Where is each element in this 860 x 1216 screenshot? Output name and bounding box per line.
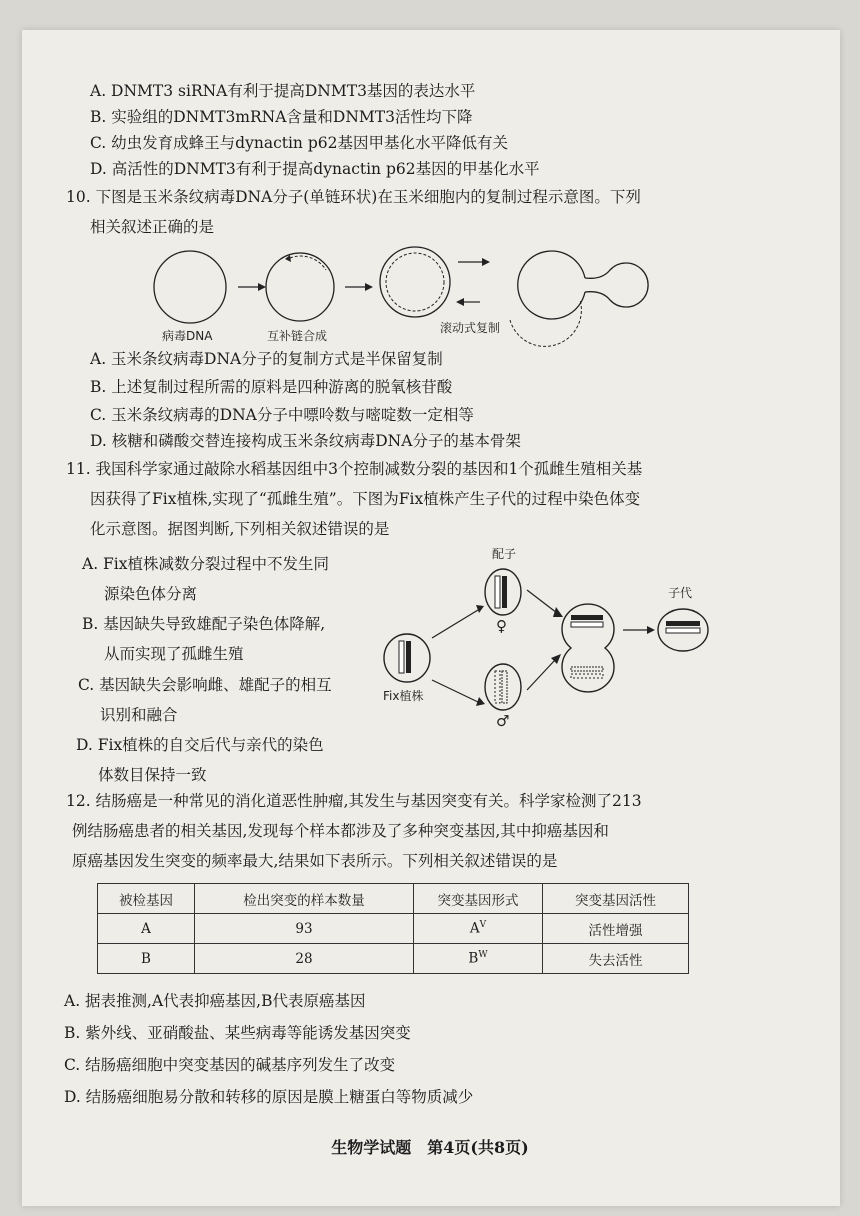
rolling-dashed-arc xyxy=(510,300,581,346)
q11-option-a-line1: A. Fix植株减数分裂过程中不发生同 xyxy=(82,555,330,573)
arrow-to-male xyxy=(432,680,478,702)
table-row xyxy=(98,944,689,974)
arrow-to-offspring-head xyxy=(647,626,655,634)
fusion-chromosome-white xyxy=(571,622,603,627)
table-row xyxy=(98,914,689,944)
cell-gene: B xyxy=(98,944,195,974)
complement-outer-circle xyxy=(266,253,334,321)
page-footer: 生物学试题 第4页(共8页) xyxy=(331,1138,529,1157)
arrow-2-head xyxy=(365,283,373,291)
cell-form-base: A xyxy=(469,920,480,937)
cell-activity: 失去活性 xyxy=(543,944,689,974)
header-form: 突变基因形式 xyxy=(414,884,543,914)
q10-option-b: B. 上述复制过程所需的原料是四种游离的脱氧核苷酸 xyxy=(90,378,453,396)
male-symbol: ♂ xyxy=(496,712,510,730)
displaced-strand-loop xyxy=(585,263,648,307)
label-fix-plant: Fix植株 xyxy=(383,689,424,703)
q11-option-d-line1: D. Fix植株的自交后代与亲代的染色 xyxy=(76,736,324,754)
rolling-circle xyxy=(518,251,585,319)
label-offspring: 子代 xyxy=(668,586,693,600)
chromosome-diagram xyxy=(375,540,720,735)
q10-option-d: D. 核糖和磷酸交替连接构成玉米条纹病毒DNA分子的基本骨架 xyxy=(90,432,521,450)
q12-option-b: B. 紫外线、亚硝酸盐、某些病毒等能诱发基因突变 xyxy=(64,1024,411,1042)
arrow-female-to-zygote xyxy=(527,590,557,613)
offspring-chromosome-black xyxy=(666,621,700,626)
q10-stem-line1: 10. 下图是玉米条纹病毒DNA分子(单链环状)在玉米细胞内的复制过程示意图。下列 xyxy=(66,188,641,206)
female-symbol: ♀ xyxy=(496,617,507,635)
arrow-female-to-zygote-head xyxy=(553,607,563,617)
q9-option-a: A. DNMT3 siRNA有利于提高DNMT3基因的表达水平 xyxy=(90,82,476,100)
q12-option-d: D. 结肠癌细胞易分散和转移的原因是膜上糖蛋白等物质减少 xyxy=(64,1088,474,1106)
cell-count: 28 xyxy=(195,944,414,974)
arrow-3-head xyxy=(482,258,490,266)
q11-option-c-line2: 识别和融合 xyxy=(100,706,178,724)
cell-form-sup: W xyxy=(478,950,488,961)
q12-option-a: A. 据表推测,A代表抑癌基因,B代表原癌基因 xyxy=(64,992,366,1010)
q11-option-c-line1: C. 基因缺失会影响雌、雄配子的相互 xyxy=(78,676,332,694)
female-chromosome-white xyxy=(495,576,500,608)
offspring-chromosome-white xyxy=(666,628,700,633)
q11-stem-line1: 11. 我国科学家通过敲除水稻基因组中3个控制减数分裂的基因和1个孤雌生殖相关基 xyxy=(66,460,643,478)
cell-count: 93 xyxy=(195,914,414,944)
q10-stem-line2: 相关叙述正确的是 xyxy=(90,218,215,236)
q11-option-a-line2: 源染色体分离 xyxy=(104,585,198,603)
fusion-degraded-2 xyxy=(571,674,603,678)
arrow-to-female-head xyxy=(476,605,484,613)
label-rolling-replication: 滚动式复制 xyxy=(440,321,501,335)
mutation-table xyxy=(97,883,689,974)
cell-form xyxy=(414,944,543,974)
q12-stem-line3: 原癌基因发生突变的频率最大,结果如下表所示。下列相关叙述错误的是 xyxy=(72,852,558,870)
duplex-dashed-circle xyxy=(386,253,444,311)
arrow-male-to-zygote xyxy=(527,660,555,690)
q11-option-d-line2: 体数目保持一致 xyxy=(98,766,207,784)
cell-gene: A xyxy=(98,914,195,944)
cell-activity: 活性增强 xyxy=(543,914,689,944)
cell-form-sup: V xyxy=(479,920,487,931)
arrow-to-female xyxy=(432,610,478,638)
label-gamete: 配子 xyxy=(492,547,517,561)
q12-stem-line1: 12. 结肠癌是一种常见的消化道恶性肿瘤,其发生与基因突变有关。科学家检测了213 xyxy=(66,792,642,810)
header-activity: 突变基因活性 xyxy=(543,884,689,914)
q12-option-c: C. 结肠癌细胞中突变基因的碱基序列发生了改变 xyxy=(64,1056,396,1074)
complement-dashed-arc xyxy=(290,256,326,270)
fusion-degraded-1 xyxy=(571,667,603,671)
fusion-chromosome-black xyxy=(571,615,603,620)
q11-stem-line2: 因获得了Fix植株,实现了“孤雌生殖”。下图为Fix植株产生子代的过程中染色体变 xyxy=(90,490,641,508)
header-gene: 被检基因 xyxy=(98,884,195,914)
arrow-4-head xyxy=(456,298,464,306)
q11-option-b-line2: 从而实现了孤雌生殖 xyxy=(104,645,244,663)
label-complement-synthesis: 互补链合成 xyxy=(267,329,328,343)
q10-option-c: C. 玉米条纹病毒的DNA分子中嘌呤数与嘧啶数一定相等 xyxy=(90,406,474,424)
cell-form xyxy=(414,914,543,944)
q11-option-b-line1: B. 基因缺失导致雄配子染色体降解, xyxy=(82,615,326,633)
viral-dna-circle xyxy=(154,251,226,323)
q12-stem-line2: 例结肠癌患者的相关基因,发现每个样本都涉及了多种突变基因,其中抑癌基因和 xyxy=(72,822,609,840)
header-count: 检出突变的样本数量 xyxy=(195,884,414,914)
q10-option-a: A. 玉米条纹病毒DNA分子的复制方式是半保留复制 xyxy=(90,350,443,368)
female-chromosome-black xyxy=(502,576,507,608)
q9-option-b: B. 实验组的DNMT3mRNA含量和DNMT3活性均下降 xyxy=(90,108,473,126)
cell-form-base: B xyxy=(468,950,479,967)
q11-stem-line3: 化示意图。据图判断,下列相关叙述错误的是 xyxy=(90,520,390,538)
q9-option-c: C. 幼虫发育成蜂王与dynactin p62基因甲基化水平降低有关 xyxy=(90,134,508,152)
table-header-row xyxy=(98,884,689,914)
duplex-outer-circle xyxy=(380,247,450,317)
male-chromosome-degraded-2 xyxy=(502,671,507,703)
male-chromosome-degraded-1 xyxy=(495,671,500,703)
fix-chromosome-white xyxy=(399,641,404,673)
fix-chromosome-black xyxy=(406,641,411,673)
label-viral-dna: 病毒DNA xyxy=(162,329,213,343)
arrow-1-head xyxy=(258,283,266,291)
dna-replication-diagram xyxy=(140,240,660,350)
q9-option-d: D. 高活性的DNMT3有利于提高dynactin p62基因的甲基化水平 xyxy=(90,160,540,178)
